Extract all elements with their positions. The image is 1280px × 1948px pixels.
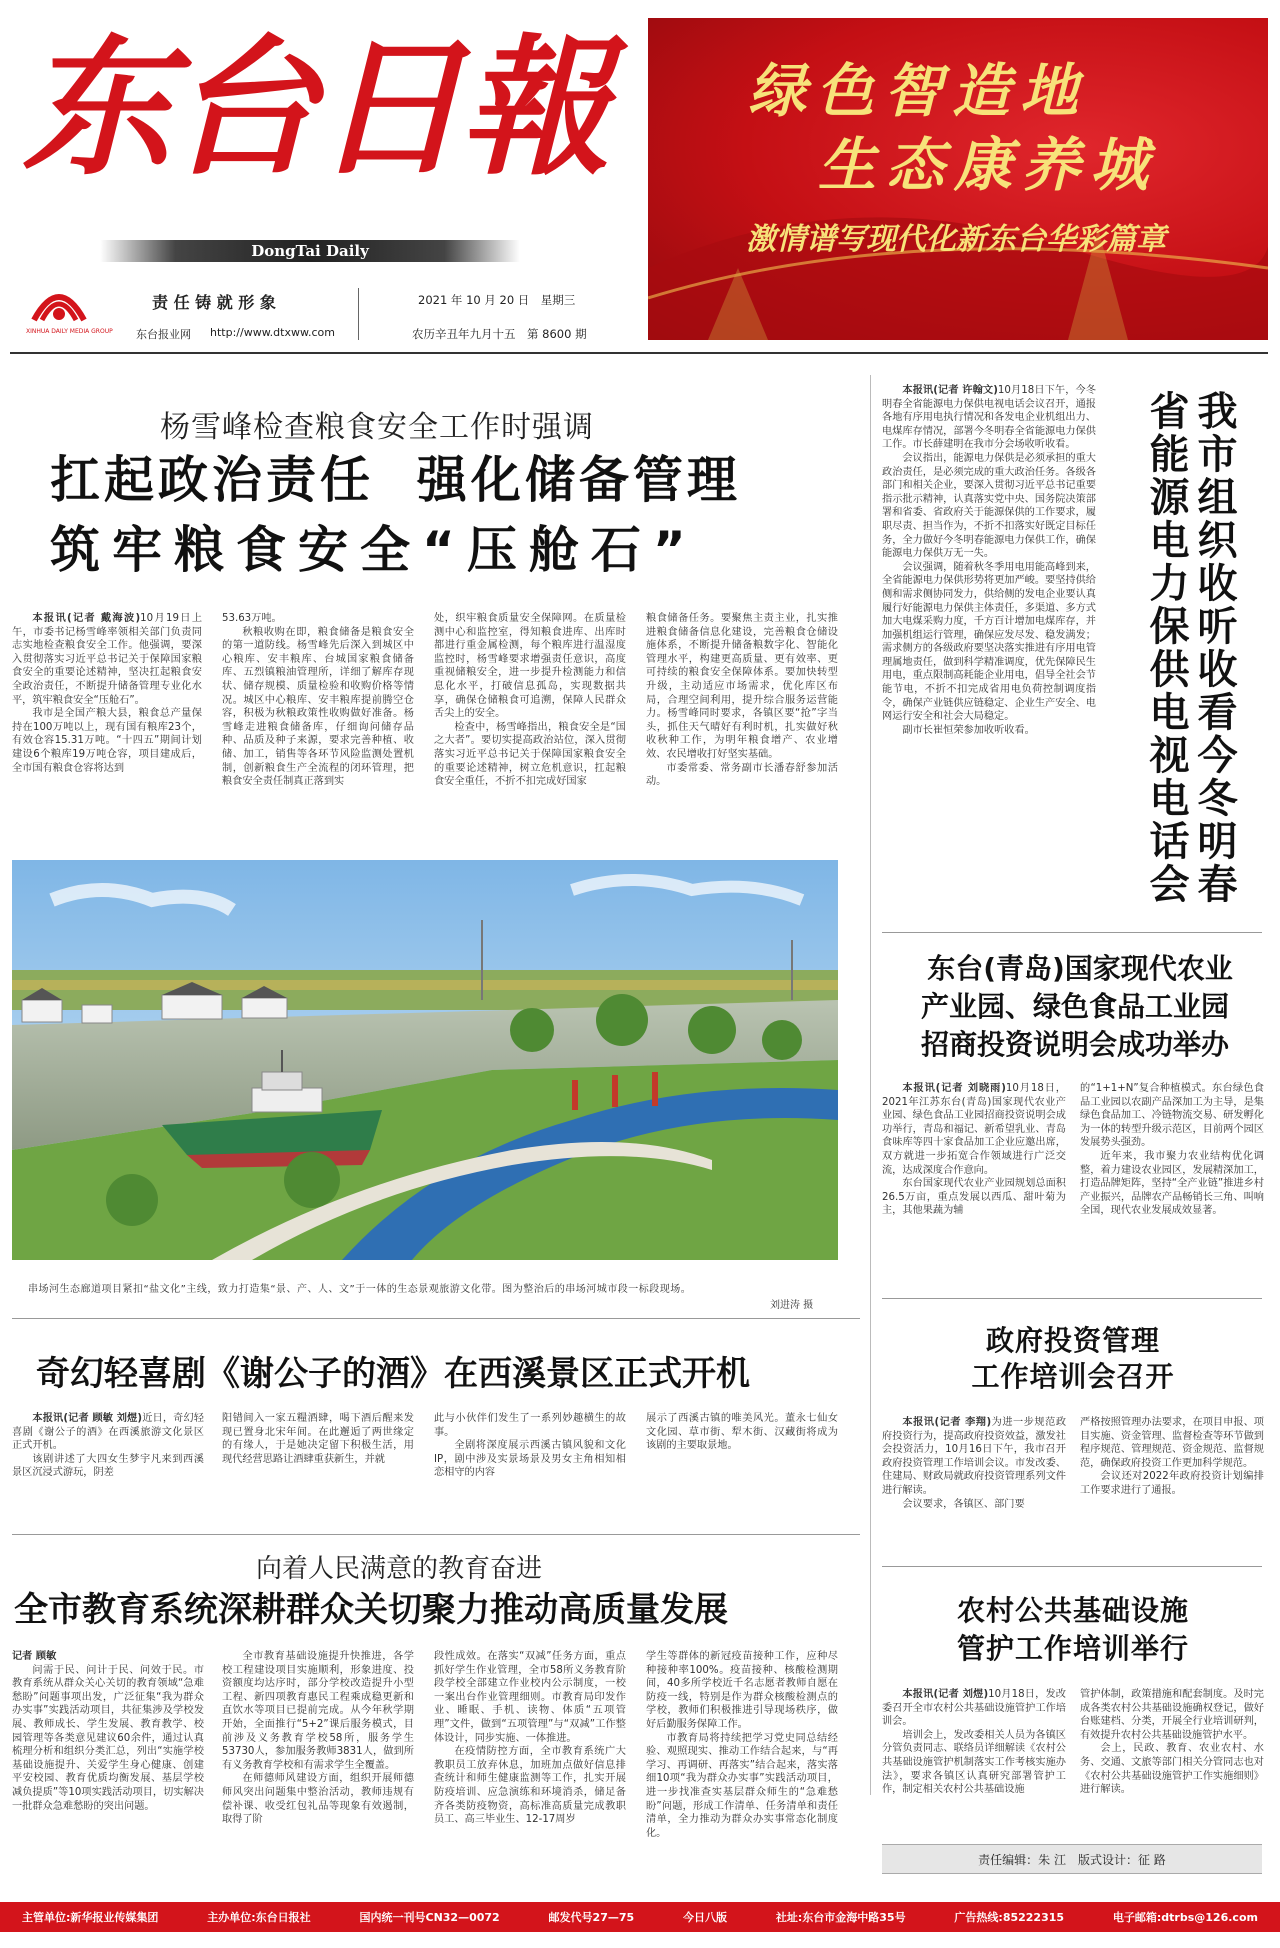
masthead-title: 东台日報 (22, 20, 607, 196)
article3-top-rule (882, 932, 1262, 933)
article4-top-rule (12, 1318, 860, 1319)
english-name: DongTai Daily (251, 242, 369, 260)
site-url: http://www.dtxww.com (210, 326, 335, 339)
article1-col3: 处，织牢粮食质量安全保障网。在质量检测中心和监控室，得知粮食进库、出库时都进行重金属检测，每个粮库进行温湿度监控时，杨雪峰要求增强责任意识，高度重视储粮安全，进一步提升检测能力和信息化水平，打破信息孤岛，实现数据共享，确保仓储粮食可追溯，保障人民群众舌尖上的安全。 检查中，杨雪峰指出，粮食安全是“国之大者”。要切实提高政治站位，深入贯彻落实习近平总书记关于保障国家粮食安全的重要论述精神，树立危机意识，扛起粮食安全重任，不折不扣完成好国家 (434, 613, 626, 788)
footer-bar (0, 1902, 1280, 1932)
article4-col1: 本报讯(记者 顾敏 刘煜)近日，奇幻轻喜剧《谢公子的酒》在西溪旅游文化景区正式开机。 该剧讲述了大四女生梦宇凡来到西溪景区沉浸式游玩，阴差 (12, 1413, 204, 1479)
article7-top-rule (882, 1566, 1262, 1567)
article3-headline2: 产业园、绿色食品工业园 (920, 990, 1229, 1023)
article1-col1: 本报讯(记者 戴海波)10月19日上午，市委书记杨雪峰率领相关部门负责同志实地检查粮食安全工作。他强调，要深入贯彻落实习近平总书记关于保障国家粮食安全的重要论述精神，坚决扛起粮食安全政治责任，不断提升储备管理专业化水平，筑牢粮食安全“压舱石”。 我市是全国产粮大县，粮食总产量保持在100万吨以上，现有国有粮库23个，有效仓容15.31万吨。“十四五”期间计划建设6个粮库19万吨仓容，项目建成后，全市国有粮食仓容将达到 (12, 613, 202, 774)
editors-text: 责任编辑：朱 江 版式设计：征 路 (978, 1853, 1166, 1867)
article2-headline: 我市组织收听收看今冬明春省能源电力保供电视电话会 (1143, 390, 1237, 906)
article4-col2: 阳错间入一家五糧酒肆，喝下酒后醒来发现已置身北宋年间。在此邂逅了两世缘定的有缘人，于是她决定留下积极生活，用现代经营思路让酒肆重获新生，并就 (222, 1413, 414, 1465)
article6-kicker: 向着人民满意的教育奋进 (256, 1554, 543, 1584)
article5-col1: 本报讯(记者 李翔)为进一步规范政府投资行为，提高政府投资效益，激发社会投资活力，10月16日下午，我市召开政府投资管理工作培训会议。市发改委、住建局、财政局就政府投资管理系列文件进行解读。 会议要求，各镇区、部门要 (882, 1417, 1066, 1510)
article6-col4: 学生等群体的新冠疫苗接种工作，应种尽种接种率100%。疫苗接种、核酸检测期间，40多所学校近千名志愿者教师自愿在防疫一线，特别是作为群众核酸检测点的学校，教师们积极推进引导现场秩序，做好后勤服务保障工作。 市教育局将持续把学习党史同总结经验、观照现实、推动工作结合起来，与“再学习、再调研、再落实”结合起来，落实落细10项“我为群众办实事”实践活动项目，进一步找准查实基层群众师生的“急难愁盼”问题，形成工作清单、任务清单和责任清单，全力推动为群众办实事常态化制度化。 (646, 1651, 838, 1839)
photo-caption: 串场河生态廊道项目紧扣“盐文化”主线，致力打造集“景、产、人、文”于一体的生态景观旅游文化带。图为整治后的串场河城市段一标段现场。 (28, 1284, 692, 1295)
article6-col2: 全市教育基础设施提升快推进，各学校工程建设项目实施顺利，形象进度、投资额度均达序时，部分学校改造提升小型工程、新四项教育惠民工程乘成稳更新和直饮水等项目已提前完成。从今年秋学期开始，全面推行“5+2”课后服务模式，目前涉及义务教育学校58所，服务学生53730人，参加服务教师3831人，做到所有义务教育学校和有需求学生全覆盖。 在师德师风建设方面，组织开展师德师风突出问题集中整治活动，教师违规有偿补课、收受红包礼品等现象有效遏制，取得了阶 (222, 1651, 414, 1826)
xinhua-logo (26, 280, 113, 338)
photo-credit: 刘进涛 摄 (770, 1300, 814, 1311)
article7-headline2: 管护工作培训举行 (956, 1632, 1189, 1665)
photo (12, 860, 838, 1260)
article6-headline: 全市教育系统深耕群众关切聚力推动高质量发展 (14, 1590, 728, 1630)
site-name: 东台报业网 (136, 328, 191, 341)
article7-col2: 管护体制，政策措施和配套制度。及时完成各类农村公共基础设施确权登记，做好台账建档、分类，开展全行业培训研判，有效提升农村公共基础设施管护水平。 会上，民政、教育、农业农村、水务、交通、文旅等部门相关分管同志也对《农村公共基础设施管护工作实施细则》进行解读。 (1080, 1689, 1264, 1796)
issue-date: 2021 年 10 月 20 日 星期三 (418, 293, 576, 307)
article6-top-rule (12, 1534, 860, 1535)
article1-headline2: 筑牢粮食安全“压舱石” (50, 521, 698, 579)
footer-item: 邮发代号27—75 (548, 1911, 635, 1924)
article1-headline1: 扛起政治责任 强化储备管理 (50, 451, 741, 509)
article6-byline: 记者 顾敏 (12, 1651, 57, 1662)
article6-col3: 段性成效。在落实“双减”任务方面，重点抓好学生作业管理，全市58所义务教育阶段学校全部建立作业校内公示制度，一校一案出台作业管理细则。市教育局印发作业、睡眠、手机、读物、体质“五项管理”文件，做到“五项管理”与“双减”工作整体设计，同步实施、一体推进。 在疫情防控方面，全市教育系统广大教职员工放弃休息，加班加点做好信息排查统计和师生健康监测等工作，扎实开展防疫培训、应急演练和环境消杀，储足备齐各类防疫物资，高标准高质量完成教职员工、高三毕业生、12-17周岁 (434, 1651, 626, 1826)
footer-item: 主管单位:新华报业传媒集团 (22, 1911, 159, 1924)
article1-col2: 53.63万吨。 秋粮收购在即，粮食储备是粮食安全的第一道防线。杨雪峰先后深入到城区中心粮库、安丰粮库、台城国家粮食储备库、五烈镇粮油管理所，详细了解库存现状、储存规模、质量检验和收购价格等情况。城区中心粮库、安丰粮库提前腾空仓容，积极为秋粮政策性收购做好准备。杨雪峰走进粮食储备库，仔细询问储存品种、品质及种子来源，要求完善种植、收储、加工，销售等各环节风险监测处置机制，创新粮食生产全流程的闭环管理，把粮食安全责任制真正落到实 (222, 613, 414, 788)
article2-text: 本报讯(记者 许翰文)10月18日下午，今冬明春全省能源电力保供电视电话会议召开，通报各地有序用电执行情况和各发电企业机组出力、电煤库存情况，部署今冬明春全省能源电力保供工作。市长薛建明在我市分会场收听收看。 会议指出，能源电力保供是必须承担的重大政治责任，是必须完成的重大政治任务。各级各部门和相关企业，要深入贯彻习近平总书记重要指示批示精神，认真落实党中央、国务院决策部署和省委、省政府关于能源保供的工作要求，履职尽责、担当作为，不折不扣落实好既定目标任务，全力做好今冬明春能源电力保供工作，确保能源电力保供万无一失。 会议强调，随着秋冬季用电用能高峰到来，全省能源电力保供形势将更加严峻。要坚持供给侧和需求侧协同发力，供给侧的发电企业要认真履行好能源电力保供主体责任，多渠道、多方式加大电煤采购力度，千方百计增加电煤库存，并加强机组运行管理，确保应发尽发、稳发满发；需求侧方的各级政府要坚决落实推进有序用电管理属地责任，做到科学精准调度，优先保障民生用电，重点限制高耗能企业用电，倡导全社会节能节电，不折不扣完成省用电负荷控制调度指令，确保产业链供应链稳定、企业生产安全、电网运行安全和社会大局稳定。 副市长崔恒荣参加收听收看。 (882, 385, 1096, 736)
article7-col1: 本报讯(记者 刘煜)10月18日，发改委召开全市农村公共基础设施管护工作培训会。 培训会上，发改委相关人员为各镇区分管负责同志、联络员详细解读《农村公共基础设施管护机制落实工作考核实施办法》，要求各镇区认真研究部署管护工作，制定相关农村公共基础设施 (882, 1689, 1066, 1796)
article6-col1: 记者 顾敏 问需于民、问计于民、问效于民。市教育系统从群众关心关切的教育领域“急难愁盼”问题事项出发，广泛征集“我为群众办实事”实践活动项目，共征集涉及学校发展、教师成长、学生发展、教育教学、校园管理等各类意见建议60余件，通过认真梳理分析和组织分类汇总，列出“实施学校基础设施提升、关爱学生身心健康、创建平安校园、教育优质均衡发展、基层学校减负提质”等10项实践活动项目，切实解决一批群众急难愁盼的突出问题。 (12, 1651, 204, 1812)
banner-line2: 生态康养城 (818, 131, 1159, 199)
article1-kicker: 杨雪峰检查粮食安全工作时强调 (160, 410, 594, 445)
banner (648, 18, 1268, 340)
footer-item: 广告热线:85222315 (954, 1911, 1065, 1924)
article2-byline: 本报讯(记者 许翰文) (902, 385, 998, 396)
article5-top-rule (882, 1298, 1262, 1299)
article4-byline: 本报讯(记者 顾敏 刘煜) (32, 1413, 143, 1424)
footer-item: 主办单位:东台日报社 (207, 1911, 311, 1924)
article7-byline: 本报讯(记者 刘煜) (902, 1689, 989, 1700)
masthead (0, 0, 1280, 345)
article4-headline: 奇幻轻喜剧《谢公子的酒》在西溪景区正式开机 (36, 1354, 750, 1394)
xinhua-logo-icon (26, 280, 92, 324)
article3-byline: 本报讯(记者 刘晓雨) (902, 1083, 1006, 1094)
article4-col4: 展示了西溪古镇的唯美风光。董永七仙女文化园、草市街、犁木街、汉藏街将成为该剧的主要取景地。 (646, 1413, 838, 1452)
article3-col2: 的“1+1+N”复合种植模式。东台绿色食品工业园以农副产品深加工为主导，是集绿色食品加工、冷链物流交易、研发孵化为一体的转型升级示范区，目前两个园区发展势头强劲。 近年来，我市聚力农业结构优化调整，着力建设农业园区，发展精深加工，打造品牌矩阵，坚持“全产业链”推进乡村产业振兴，品牌农产品畅销长三角、叫响全国，现代农业发展成效显著。 (1080, 1083, 1264, 1217)
article5-headline1: 政府投资管理 (985, 1324, 1160, 1357)
article5-col2: 严格按照管理办法要求，在项目申报、项目实施、资金管理、监督检查等环节做到程序规范、管理规范、资金规范、监督规范，确保政府投资工作更加科学规范。 会议还对2022年政府投资计划编排工作要求进行了通报。 (1080, 1417, 1264, 1496)
slogan: 责 任 铸 就 形 象 (152, 293, 276, 312)
footer-item: 社址:东台市金海中路35号 (775, 1911, 906, 1924)
masthead-divider (358, 288, 359, 340)
footer-item: 国内统一刊号CN32—0072 (359, 1911, 500, 1924)
article1-byline: 本报讯(记者 戴海波) (32, 613, 141, 624)
lunar-issue: 农历辛丑年九月十五 第 8600 期 (412, 327, 587, 341)
footer-item: 今日八版 (683, 1911, 728, 1924)
article3-col1: 本报讯(记者 刘晓雨)10月18日，2021年江苏东台(青岛)国家现代农业产业园、绿色食品工业园招商投资说明会成功举行，青岛和福记、新希望乳业、青岛食味库等四十家食品加工企业应邀出席，双方就进一步拓宽合作领域进行广泛交流，达成深度合作意向。 东台国家现代农业产业园规划总面积26.5万亩，重点发展以西瓜、甜叶菊为主，其他果蔬为辅 (882, 1083, 1066, 1217)
article4-col3: 此与小伙伴们发生了一系列妙趣横生的故事。 全剧将深度展示西溪古镇风貌和文化IP，剧中涉及实景场景及男女主角相知相恋相守的内容 (434, 1413, 626, 1479)
article1-col4: 粮食储备任务。要聚焦主责主业，扎实推进粮食储备信息化建设，完善粮食仓储设施体系，不断提升储备粮数字化、智能化管理水平，构建更高质量、更有效率、更可持续的粮食安全保障体系。要加快转型升级，主动适应市场需求，优化库区布局，合理空间利用，提升综合服务运营能力。杨雪峰同时要求，各镇区要“抢”字当头，抓住天气晴好有利时机，扎实做好秋收秋种工作，为明年粮食增产、农业增效、农民增收打好坚实基础。 市委常委、常务副市长潘春舒参加活动。 (646, 613, 838, 788)
masthead-rule (10, 352, 1268, 354)
right-column-divider (870, 375, 871, 1795)
english-name-bar (100, 240, 520, 262)
article3-headline1: 东台(青岛)国家现代农业 (927, 952, 1233, 985)
banner-line3: 激情谱写现代化新东台华彩篇章 (746, 222, 1166, 257)
banner-line1: 绿色智造地 (748, 57, 1089, 125)
logo-caption: XINHUA DAILY MEDIA GROUP (26, 328, 113, 335)
article7-headline1: 农村公共基础设施 (956, 1594, 1189, 1627)
article5-byline: 本报讯(记者 李翔) (902, 1417, 992, 1428)
article5-headline2: 工作培训会召开 (971, 1360, 1175, 1393)
article3-headline3: 招商投资说明会成功举办 (920, 1028, 1229, 1061)
editors-box (882, 1844, 1262, 1874)
river-park-photo (12, 860, 838, 1260)
footer-item: 电子邮箱:dtrbs@126.com (1112, 1911, 1258, 1924)
